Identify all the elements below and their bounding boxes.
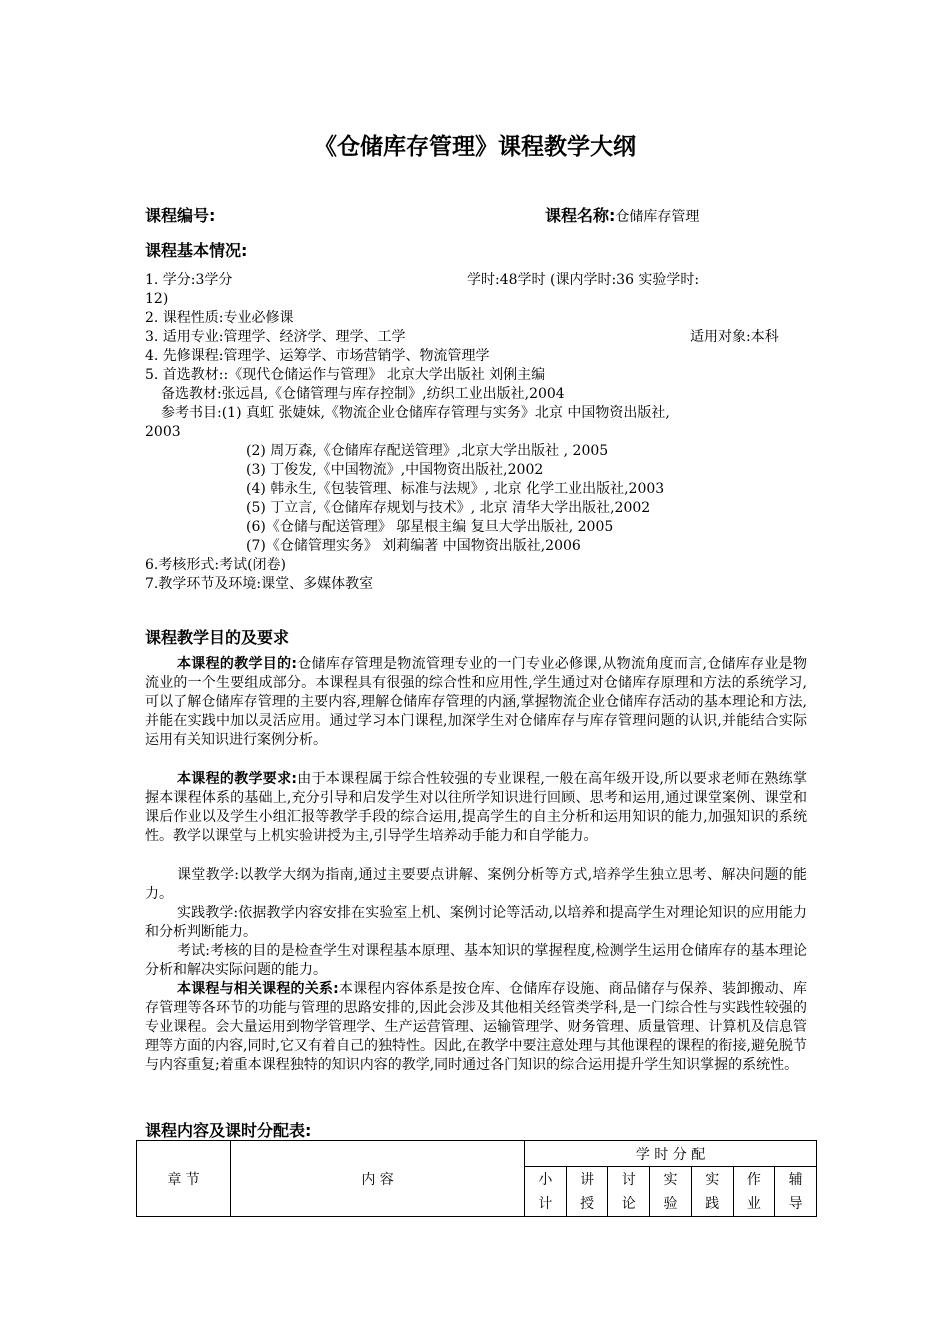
practice-header: 实 践 bbox=[691, 1167, 733, 1217]
teaching-environment-line: 7.教学环节及环境:课堂、多媒体教室 bbox=[145, 576, 374, 592]
lecture-header: 讲 授 bbox=[566, 1167, 608, 1217]
primary-textbook-line: 5. 首选教材::《现代仓储运作与管理》 北京大学出版社 刘俐主编 bbox=[145, 367, 546, 383]
chapter-header: 章 节 bbox=[137, 1141, 231, 1217]
hours-line: 学时:48学时 (课内学时:36 实验学时: bbox=[467, 272, 700, 288]
tutoring-header: 辅 导 bbox=[775, 1167, 817, 1217]
course-name-row bbox=[545, 203, 699, 227]
prerequisites-line: 4. 先修课程:管理学、运筹学、市场营销学、物流管理学 bbox=[145, 348, 490, 364]
reference-item: (2) 周万森,《仓储库存配送管理》,北京大学出版社 , 2005 bbox=[246, 443, 609, 459]
paragraph-text: 仓储库存管理是物流管理专业的一门专业必修课,从物流角度而言,仓储库存业是物流业的一个生要组成部分。本课程具有很强的综合性和应用性,学生通过对仓储库存原理和方法的系统学习,可以了解仓储库存管理的主要内容,理解仓储库存管理的内涵,掌握物流企业仓储库存活动的基本理论和方法,并能在实践中加以灵活应用。通过学习本门课程,加深学生对仓储库存与库存管理问题的认识,并能结合实际运用有关知识进行案例分析。 bbox=[145, 656, 807, 748]
references-line: 参考书目:(1) 真虹 张婕妹,《物流企业仓储库存管理与实务》北京 中国物资出版社, bbox=[161, 405, 670, 421]
paragraph-lead: 本课程的教学目的: bbox=[177, 656, 297, 672]
teaching-requirements-paragraph bbox=[145, 770, 807, 846]
references-line-cont: 2003 bbox=[145, 424, 181, 440]
subtotal-header: 小 计 bbox=[525, 1167, 567, 1217]
experiment-header: 实 验 bbox=[650, 1167, 692, 1217]
reference-item: (4) 韩永生,《包装管理、标准与法规》, 北京 化学工业出版社,2003 bbox=[246, 481, 665, 497]
course-code-label: 课程编号: bbox=[145, 206, 216, 225]
reference-item: (7)《仓储管理实务》 刘莉编著 中国物资出版社,2006 bbox=[246, 538, 581, 554]
teaching-purpose-paragraph bbox=[145, 655, 807, 750]
majors-line: 3. 适用专业:管理学、经济学、理学、工学 bbox=[145, 329, 406, 345]
course-name-value: 仓储库存管理 bbox=[615, 209, 700, 225]
paragraph-lead: 本课程的教学要求: bbox=[177, 771, 297, 787]
table-heading: 课程内容及课时分配表: bbox=[145, 1121, 312, 1140]
paragraph-text: 本课程内容体系是按仓库、仓储库存设施、商品储存与保养、装卸搬动、库存管理等各环节的功能与管理的思路安排的,因此会涉及其他相关经管类学科,是一门综合性与实践性较强的专业课程。会大量运用到物学管理学、生产运营管理、运输管理学、财务管理、质量管理、计算机及信息管理等方面的内容,同时,它又有着自己的独特性。因此,在教学中要注意处理与其他课程的课程的衔接,避免脱节与内容重复;着重本课程独特的知识内容的教学,同时通过各门知识的综合运用提升学生知识掌握的系统性。 bbox=[145, 981, 807, 1073]
assessment-line: 6.考核形式:考试(闭卷) bbox=[145, 557, 286, 573]
homework-header: 作 业 bbox=[733, 1167, 775, 1217]
hours-group-header: 学 时 分 配 bbox=[525, 1141, 817, 1167]
basic-info-heading: 课程基本情况: bbox=[145, 241, 248, 260]
exam-paragraph: 考试:考核的目的是检查学生对课程基本原理、基本知识的掌握程度,检测学生运用仓储库存的基本理论分析和解决实际问题的能力。 bbox=[145, 943, 807, 978]
document-title: 《仓储库存管理》课程教学大纲 bbox=[314, 134, 636, 160]
course-nature-line: 2. 课程性质:专业必修课 bbox=[145, 310, 294, 326]
related-courses-paragraph bbox=[145, 980, 807, 1075]
hours-distribution-table bbox=[136, 1140, 817, 1217]
paragraph-lead: 本课程与相关课程的关系: bbox=[177, 981, 339, 997]
course-name-label: 课程名称: bbox=[545, 206, 616, 225]
hours-line-cont: 12) bbox=[145, 291, 169, 307]
credit-line: 1. 学分:3学分 bbox=[145, 272, 233, 288]
purpose-heading: 课程教学目的及要求 bbox=[145, 628, 290, 647]
classroom-teaching-paragraph: 课堂教学:以教学大纲为指南,通过主要要点讲解、案例分析等方式,培养学生独立思考、解决问题的能力。 bbox=[145, 867, 807, 902]
content-header: 内 容 bbox=[231, 1141, 525, 1217]
practice-teaching-paragraph: 实践教学:依据教学内容安排在实验室上机、案例讨论等活动,以培养和提高学生对理论知识的应用能力和分析判断能力。 bbox=[145, 905, 807, 940]
alternate-textbook-line: 备选教材:张远昌,《仓储管理与库存控制》,纺织工业出版社,2004 bbox=[161, 386, 565, 402]
audience-line: 适用对象:本科 bbox=[690, 329, 779, 345]
reference-item: (5) 丁立言,《仓储库存规划与技术》, 北京 清华大学出版社,2002 bbox=[246, 500, 651, 516]
reference-item: (6)《仓储与配送管理》 邬星根主编 复旦大学出版社, 2005 bbox=[246, 519, 614, 535]
reference-item: (3) 丁俊发,《中国物流》,中国物资出版社,2002 bbox=[246, 462, 544, 478]
discussion-header: 讨 论 bbox=[608, 1167, 650, 1217]
paragraph-text: 由于本课程属于综合性较强的专业课程,一般在高年级开设,所以要求老师在熟练掌握本课程体系的基础上,充分引导和启发学生对以往所学知识进行回顾、思考和运用,通过课堂案例、课堂和课后作业以及学生小组汇报等教学手段的综合运用,提高学生的自主分析和运用知识的能力,加强知识的系统性。教学以课堂与上机实验讲授为主,引导学生培养动手能力和自学能力。 bbox=[145, 771, 807, 844]
